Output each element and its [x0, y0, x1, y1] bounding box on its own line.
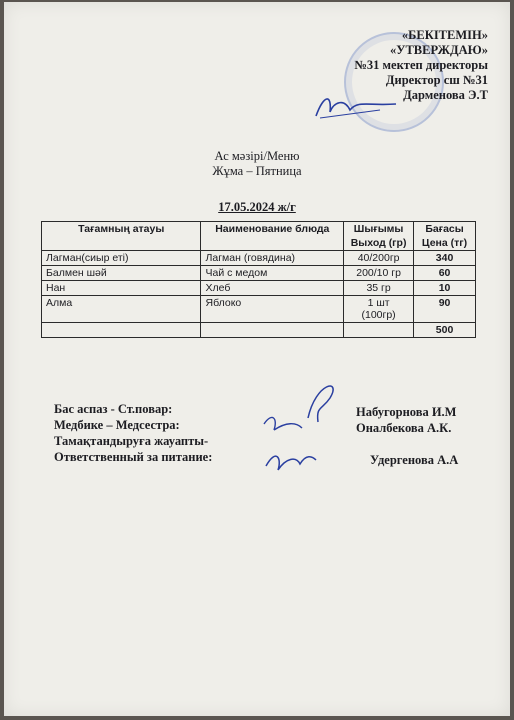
responsible-name: Удергенова А.А [370, 453, 459, 467]
table-row [42, 281, 476, 296]
dish-name-kz: Алма [42, 296, 201, 323]
document-page [4, 2, 510, 716]
total-empty-cell [201, 323, 344, 338]
header-price-ru: Цена (тг) [414, 236, 476, 251]
dish-name-kz: Лагман(сиыр еті) [42, 251, 201, 266]
table-row [42, 296, 476, 323]
dish-yield: 40/200гр [344, 251, 414, 266]
menu-title: Ас мәзірі/Меню [214, 149, 300, 163]
approval-line-ru: «УТВЕРЖДАЮ» [390, 43, 488, 57]
nurse-label: Медбике – Медсестра: [54, 418, 180, 432]
nurse-name: Оналбекова А.К. [356, 421, 452, 435]
chef-name: Набугорнова И.М [356, 405, 457, 419]
menu-date: 17.05.2024 ж/г [218, 200, 296, 214]
dish-name-kz: Нан [42, 281, 201, 296]
approval-school-kz: №31 мектеп директоры [354, 58, 488, 72]
responsible-label-kz: Тамақтандыруға жауапты- [54, 434, 209, 448]
header-price-kz: Бағасы [414, 222, 476, 237]
menu-table [41, 221, 476, 338]
dish-yield: 35 гр [344, 281, 414, 296]
staff-names [356, 404, 458, 468]
dish-price: 10 [414, 281, 476, 296]
dish-yield: 200/10 гр [344, 266, 414, 281]
dish-yield: 1 шт (100гр) [344, 296, 414, 323]
table-total-row [42, 323, 476, 338]
approval-school-ru: Директор сш №31 [385, 73, 488, 87]
responsible-label-ru: Ответственный за питание: [54, 450, 213, 464]
table-row [42, 251, 476, 266]
dish-name-ru: Лагман (говядина) [201, 251, 344, 266]
dish-name-ru: Чай с медом [201, 266, 344, 281]
menu-title-block [4, 149, 510, 179]
chef-label: Бас аспаз - Ст.повар: [54, 402, 173, 416]
dish-name-ru: Яблоко [201, 296, 344, 323]
dish-name-kz: Балмен шәй [42, 266, 201, 281]
header-name-kz: Тағамның атауы [42, 222, 201, 251]
dish-price: 340 [414, 251, 476, 266]
menu-day: Жұма – Пятница [212, 164, 302, 178]
dish-name-ru: Хлеб [201, 281, 344, 296]
table-row [42, 266, 476, 281]
staff-labels [54, 401, 212, 465]
approval-block [354, 28, 488, 103]
header-yield-kz: Шығымы [344, 222, 414, 237]
header-name-ru: Наименование блюда [201, 222, 344, 251]
total-price: 500 [414, 323, 476, 338]
approval-director-name: Дарменова Э.Т [403, 88, 488, 102]
dish-price: 60 [414, 266, 476, 281]
total-empty-cell [42, 323, 201, 338]
header-yield-ru: Выход (гр) [344, 236, 414, 251]
approval-line-kz: «БЕКІТЕМІН» [401, 28, 488, 42]
staff-signatures [256, 378, 366, 488]
dish-price: 90 [414, 296, 476, 323]
total-empty-cell [344, 323, 414, 338]
